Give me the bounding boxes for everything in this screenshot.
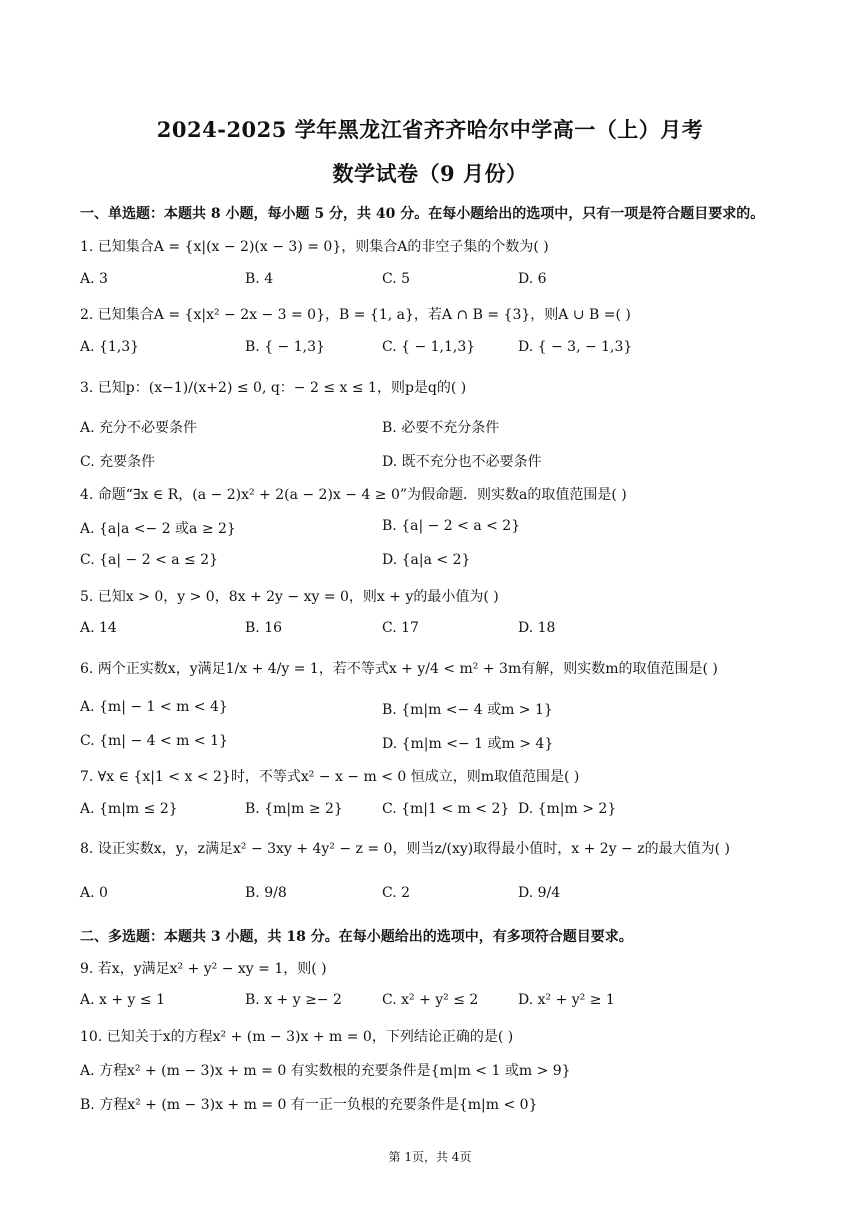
option: B. x + y ≥− 2 <box>245 992 342 1008</box>
option: D. 9/4 <box>518 885 561 901</box>
option: A. 方程x² + (m − 3)x + m = 0 有实数根的充要条件是{m|m < 1 或m > 9} <box>80 1063 571 1079</box>
option: C. {m|1 < m < 2} <box>382 801 510 817</box>
option: D. 18 <box>518 620 556 636</box>
option: A. {a|a <− 2 或a ≥ 2} <box>80 521 236 537</box>
option: D. x² + y² ≥ 1 <box>518 992 615 1008</box>
option: A. 3 <box>80 271 108 287</box>
option: C. 2 <box>382 885 411 901</box>
option: A. x + y ≤ 1 <box>80 992 165 1008</box>
option: B. 4 <box>245 271 274 287</box>
option: B. 9/8 <box>245 885 287 901</box>
option: C. 5 <box>382 271 411 287</box>
option: B. {m|m <− 4 或m > 1} <box>382 702 553 718</box>
question-stem: 1. 已知集合A = {x|(x − 2)(x − 3) = 0}，则集合A的非空子集的个数为( ) <box>80 239 549 255</box>
option: B. { − 1,3} <box>245 339 325 355</box>
exam-title: 2024-2025 学年黑龙江省齐齐哈尔中学高一（上）月考 <box>156 117 704 142</box>
option: A. {1,3} <box>80 339 140 355</box>
section-single-choice: 一、单选题：本题共 8 小题，每小题 5 分，共 40 分。在每小题给出的选项中，只有一项是符合题目要求的。 <box>80 206 765 222</box>
option: A. 充分不必要条件 <box>80 420 198 436</box>
section-multiple-choice: 二、多选题：本题共 3 小题，共 18 分。在每小题给出的选项中，有多项符合题目要求。 <box>80 929 633 945</box>
option: B. {m|m ≥ 2} <box>245 801 343 817</box>
option: B. 必要不充分条件 <box>382 420 500 436</box>
option: D. 6 <box>518 271 547 287</box>
option: B. 方程x² + (m − 3)x + m = 0 有一正一负根的充要条件是{m|m < 0} <box>80 1097 538 1113</box>
option: D. {a|a < 2} <box>382 552 471 568</box>
question-stem: 6. 两个正实数x，y满足1/x + 4/y = 1，若不等式x + y/4 < m² + 3m有解，则实数m的取值范围是( ) <box>80 661 718 677</box>
option: C. {m| − 4 < m < 1} <box>80 733 228 749</box>
page-footer: 第 1页，共 4页 <box>388 1150 472 1164</box>
question-stem: 2. 已知集合A = {x|x² − 2x − 3 = 0}，B = {1, a}，若A ∩ B = {3}，则A ∪ B =( ) <box>80 307 631 323</box>
option: B. {a| − 2 < a < 2} <box>382 518 521 534</box>
question-stem: 7. ∀x ∈ {x|1 < x < 2}时，不等式x² − x − m < 0 恒成立，则m取值范围是( ) <box>80 769 580 785</box>
option: A. 14 <box>80 620 117 636</box>
option: A. 0 <box>80 885 108 901</box>
question-stem: 3. 已知p：(x−1)/(x+2) ≤ 0, q：− 2 ≤ x ≤ 1，则p是q的( ) <box>80 380 467 396</box>
option: C. 17 <box>382 620 419 636</box>
option: D. {m|m > 2} <box>518 801 617 817</box>
option: A. {m|m ≤ 2} <box>80 801 178 817</box>
question-stem: 5. 已知x > 0，y > 0，8x + 2y − xy = 0，则x + y的最小值为( ) <box>80 589 499 605</box>
option: C. { − 1,1,3} <box>382 339 476 355</box>
question-stem: 8. 设正实数x，y，z满足x² − 3xy + 4y² − z = 0，则当z/(xy)取得最小值时，x + 2y − z的最大值为( ) <box>80 841 730 857</box>
option: D. 既不充分也不必要条件 <box>382 454 542 470</box>
question-stem: 9. 若x，y满足x² + y² − xy = 1，则( ) <box>80 961 327 977</box>
option: D. { − 3, − 1,3} <box>518 339 633 355</box>
exam-subtitle: 数学试卷（9 月份） <box>332 161 528 186</box>
option: C. x² + y² ≤ 2 <box>382 992 479 1008</box>
question-stem: 10. 已知关于x的方程x² + (m − 3)x + m = 0，下列结论正确的是( ) <box>80 1029 514 1045</box>
option: B. 16 <box>245 620 283 636</box>
question-stem: 4. 命题“∃x ∈ R，(a − 2)x² + 2(a − 2)x − 4 ≥ 0”为假命题．则实数a的取值范围是( ) <box>80 487 627 503</box>
option: D. {m|m <− 1 或m > 4} <box>382 736 554 752</box>
option: C. 充要条件 <box>80 454 156 470</box>
option: A. {m| − 1 < m < 4} <box>80 699 228 715</box>
option: C. {a| − 2 < a ≤ 2} <box>80 552 219 568</box>
